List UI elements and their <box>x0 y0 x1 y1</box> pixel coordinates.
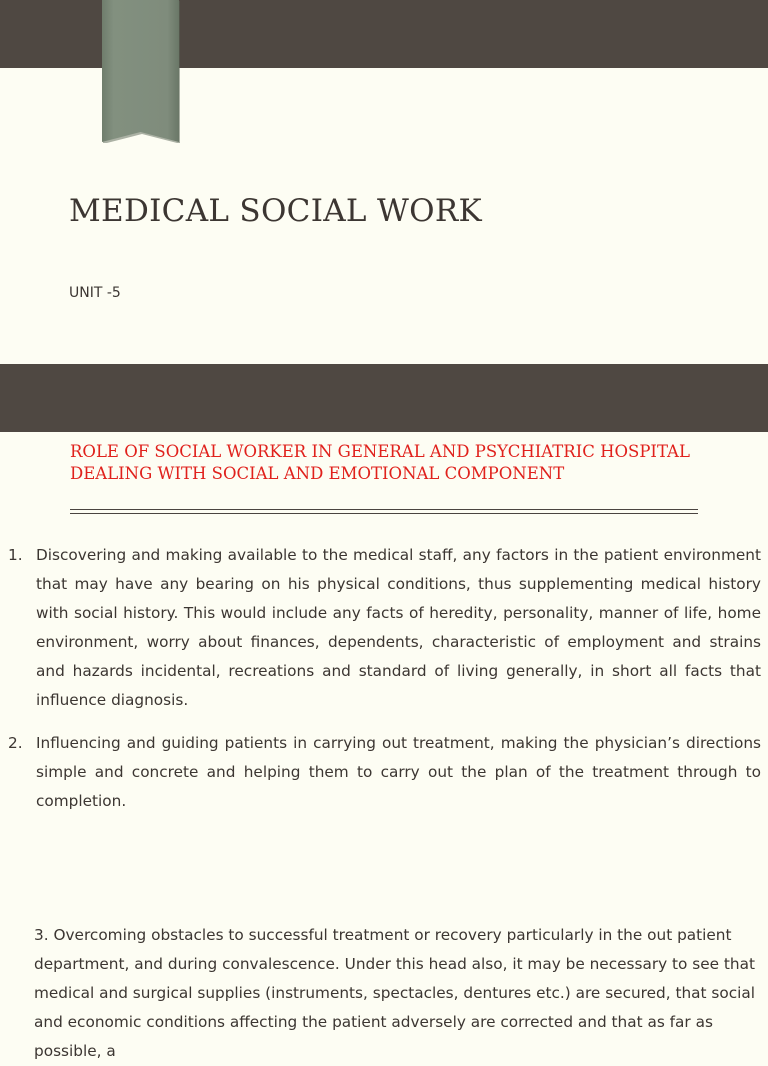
slide-subtitle: UNIT -5 <box>69 285 121 301</box>
list-item-text: Discovering and making available to the medical staff, any factors in the patient environment that may have any bearing on his physical conditions, thus supplementing medical history with social history. This would include any facts of heredity, personality, manner of life, home environment, worry about finances, dependents, characteristic of employment and strains and hazards incidental, recreations and standard of living generally, in short all facts that influence diagnosis. <box>36 546 761 709</box>
slide-separator-band <box>0 364 768 432</box>
list-item-number: 2. <box>8 734 23 752</box>
bookmark-ribbon-icon <box>102 0 180 143</box>
heading-double-rule <box>70 509 698 514</box>
list-item <box>0 729 768 816</box>
slide-title: MEDICAL SOCIAL WORK <box>69 193 482 229</box>
list-item-3-text: 3. Overcoming obstacles to successful treatment or recovery particularly in the out patient department, and during convalescence. Under this head also, it may be necessary to see that medical and surgical supplies (instruments, spectacles, dentures etc.) are secured, that social and economic conditions affecting the patient adversely are corrected and that as far as possible, a <box>34 926 756 1060</box>
numbered-points-list <box>0 541 768 830</box>
list-item-text: Influencing and guiding patients in carrying out treatment, making the physician’s directions simple and concrete and helping them to carry out the plan of the treatment through to completion. <box>36 734 761 810</box>
section-heading: ROLE OF SOCIAL WORKER IN GENERAL AND PSYCHIATRIC HOSPITAL DEALING WITH SOCIAL AND EMOTIONAL COMPONENT <box>70 442 690 483</box>
list-item <box>0 541 768 715</box>
list-item-number: 1. <box>8 546 23 564</box>
